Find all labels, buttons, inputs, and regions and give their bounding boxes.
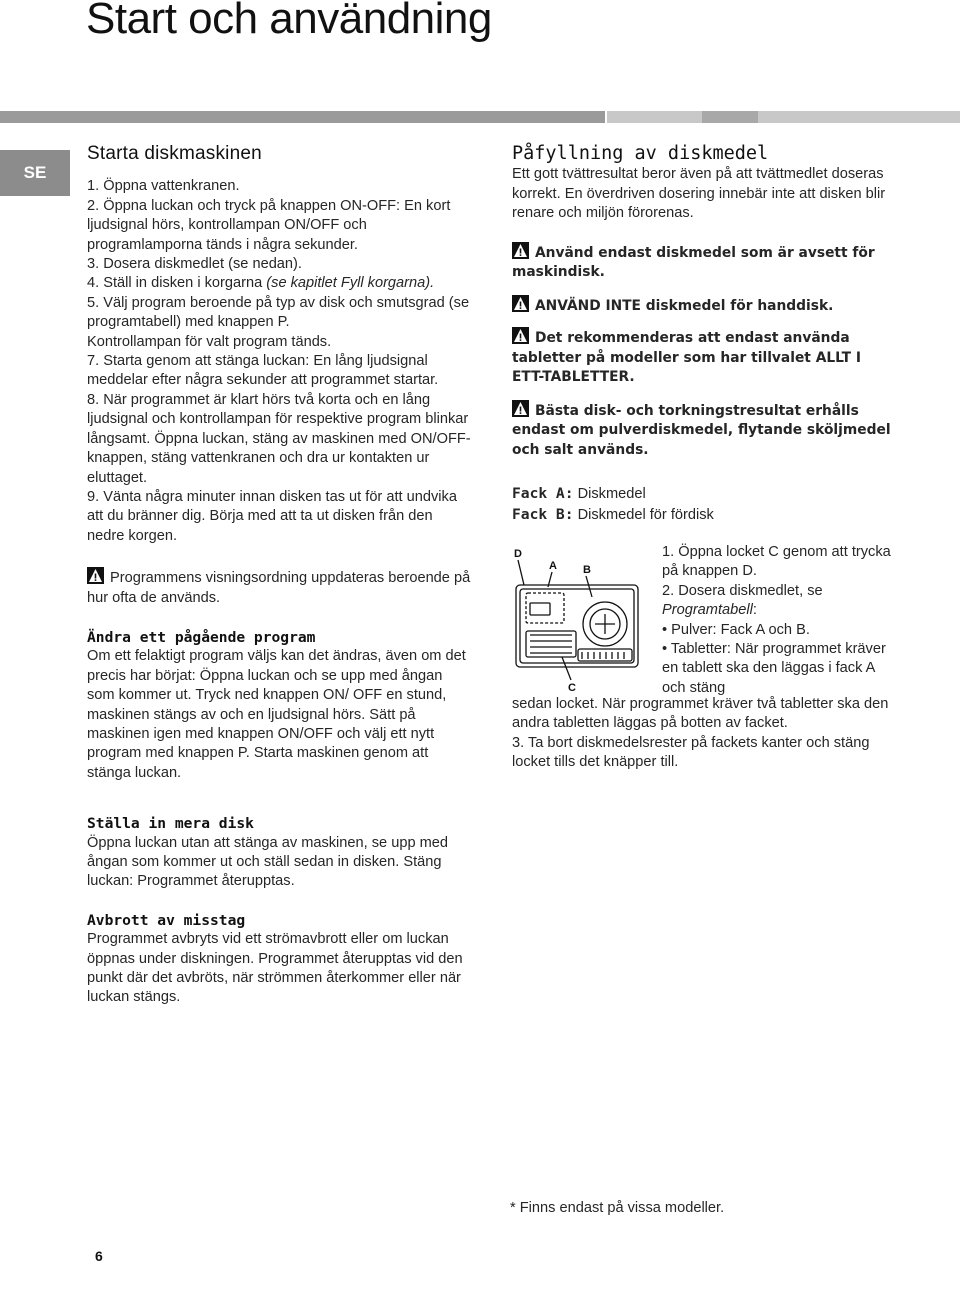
more-dishes-text: Öppna luckan utan att stänga av maskinen, se upp med ångan som kommer ut och ställ sedan in disken. Stäng luckan: Programmet återupptas. <box>87 834 449 890</box>
left-column <box>87 144 472 1008</box>
step-6: Kontrollampan för valt program tänds. <box>87 333 332 350</box>
warning-machine-detergent <box>512 242 897 283</box>
step-4-text: 4. Ställ in disken i korgarna <box>87 275 263 292</box>
step-9: 9. Vänta några minuter innan disken tas ut för att undvika att du bränner dig. Börja med att ta ut disken från den nedre korgen. <box>87 488 457 544</box>
warning-icon <box>87 567 104 584</box>
interruption-text: Programmet avbryts vid ett strömavbrott eller om luckan öppnas under diskningen. Programmet återupptas vid den punkt där det avbröts, när strömmen återkommer eller när luckan stängs. <box>87 931 463 1006</box>
right-column <box>512 144 897 773</box>
program-order-note <box>87 567 472 608</box>
dispenser-instructions <box>662 543 897 698</box>
warning-best-results <box>512 400 897 461</box>
step-4 <box>87 274 472 293</box>
warning-text: Använd endast diskmedel som är avsett för maskindisk. <box>512 244 875 281</box>
change-program-text: Om ett felaktigt program väljs kan det ändras, även om det precis har börjat: Öppna luckan och se upp med ångan som kommer ut. Tryck ned knappen ON/ OFF en stund, maskinen stängs av och en ljudsignal hörs. Sätt på maskinen igen med knappen ON/OFF och välj ett nytt program med knappen P. Starta maskinen genom att stänga luckan. <box>87 648 466 781</box>
refill-intro: Ett gott tvättresultat beror även på att tvättmedlet doseras korrekt. En överdriven dosering innebär inte att disken blir renare och miljön förorenas. <box>512 166 886 222</box>
change-program-heading: Ändra ett pågående program <box>87 628 316 646</box>
compartment-legend <box>512 484 897 525</box>
change-program-section <box>87 628 472 783</box>
dispenser-step-1: 1. Öppna locket C genom att trycka på knappen D. <box>662 543 891 580</box>
start-heading: Starta diskmaskinen <box>87 143 262 164</box>
dispenser-step-2-colon: : <box>752 602 757 619</box>
language-tab: SE <box>0 150 70 196</box>
compartment-a-value: Diskmedel <box>577 486 646 503</box>
compartment-b <box>512 505 897 525</box>
compartment-b-label: Fack B: <box>512 505 574 523</box>
compartment-b-value: Diskmedel för fördisk <box>577 506 714 523</box>
dispenser-drawing <box>516 560 638 680</box>
compartment-a-label: Fack A: <box>512 485 574 503</box>
step-3: 3. Dosera diskmedlet (se nedan). <box>87 256 302 273</box>
step-7: 7. Starta genom att stänga luckan: En lång ljudsignal meddelar efter några sekunder att programmet startar. <box>87 353 439 389</box>
header-band <box>0 111 605 123</box>
label-c: C <box>568 681 576 694</box>
dispenser-continued: sedan locket. När programmet kräver två tabletter ska den andra tabletten läggas på botten av facket. <box>512 695 889 732</box>
warning-no-hand-detergent <box>512 295 897 317</box>
label-d: D <box>514 547 522 560</box>
step-5: 5. Välj program beroende på typ av disk och smutsgrad (se programtabell) med knappen P. <box>87 294 470 331</box>
compartment-a <box>512 484 897 504</box>
page-title: Start och användning <box>86 0 492 43</box>
dispenser-step-2 <box>662 582 897 621</box>
dispenser-bullet-tablets: • Tabletter: När programmet kräver en tablett ska den läggas i fack A och stäng <box>662 640 886 696</box>
dispenser-diagram <box>512 545 652 695</box>
footnote: * Finns endast på vissa modeller. <box>510 1200 725 1216</box>
interruption-heading: Avbrott av misstag <box>87 911 246 929</box>
warning-icon <box>512 400 529 417</box>
page-number: 6 <box>95 1248 103 1264</box>
step-2: 2. Öppna luckan och tryck på knappen ON-OFF: En kort ljudsignal hörs, kontrollampan ON/OFF och programlamporna tänds i några sekunder. <box>87 197 451 253</box>
warning-icon <box>512 295 529 312</box>
label-a: A <box>549 559 557 572</box>
more-dishes-heading: Ställa in mera disk <box>87 815 254 833</box>
step-4-italic: (se kapitlet Fyll korgarna). <box>266 275 435 292</box>
step-8: 8. När programmet är klart hörs två korta och en lång ljudsignal och kontrollampan för respektive program blinkar långsamt. Öppna luckan, stäng av maskinen med ON/OFF-knappen, stäng vattenkranen och dra ur kontakten ur eluttaget. <box>87 391 471 486</box>
dispenser-bullet-powder: • Pulver: Fack A och B. <box>662 621 810 638</box>
label-b: B <box>583 563 591 576</box>
warning-text: ANVÄND INTE diskmedel för handdisk. <box>535 297 834 314</box>
warning-tablets <box>512 327 897 388</box>
warning-icon <box>512 242 529 259</box>
more-dishes-section <box>87 814 472 892</box>
step-1: 1. Öppna vattenkranen. <box>87 178 240 195</box>
interruption-section <box>87 911 472 1008</box>
warning-text: Bästa disk- och torkningstresultat erhålls endast om pulverdiskmedel, flytande sköljmedel och salt används. <box>512 402 891 458</box>
header-band-accent <box>702 111 758 123</box>
warning-icon <box>512 327 529 344</box>
dispenser-step-3: 3. Ta bort diskmedelsrester på fackets kanter och stäng locket tills det knäpper till. <box>512 734 870 771</box>
header-band-light <box>607 111 960 123</box>
dispenser-section <box>512 543 897 695</box>
dispenser-step-2-text: 2. Dosera diskmedlet, se <box>662 582 823 599</box>
warning-text: Det rekommenderas att endast använda tabletter på modeller som har tillvalet ALLT I ETT-TABLETTER. <box>512 330 862 386</box>
program-order-note-text: Programmens visningsordning uppdateras beroende på hur ofta de används. <box>87 570 471 606</box>
refill-heading: Påfyllning av diskmedel <box>512 143 769 164</box>
program-table-ref: Programtabell <box>662 602 753 619</box>
